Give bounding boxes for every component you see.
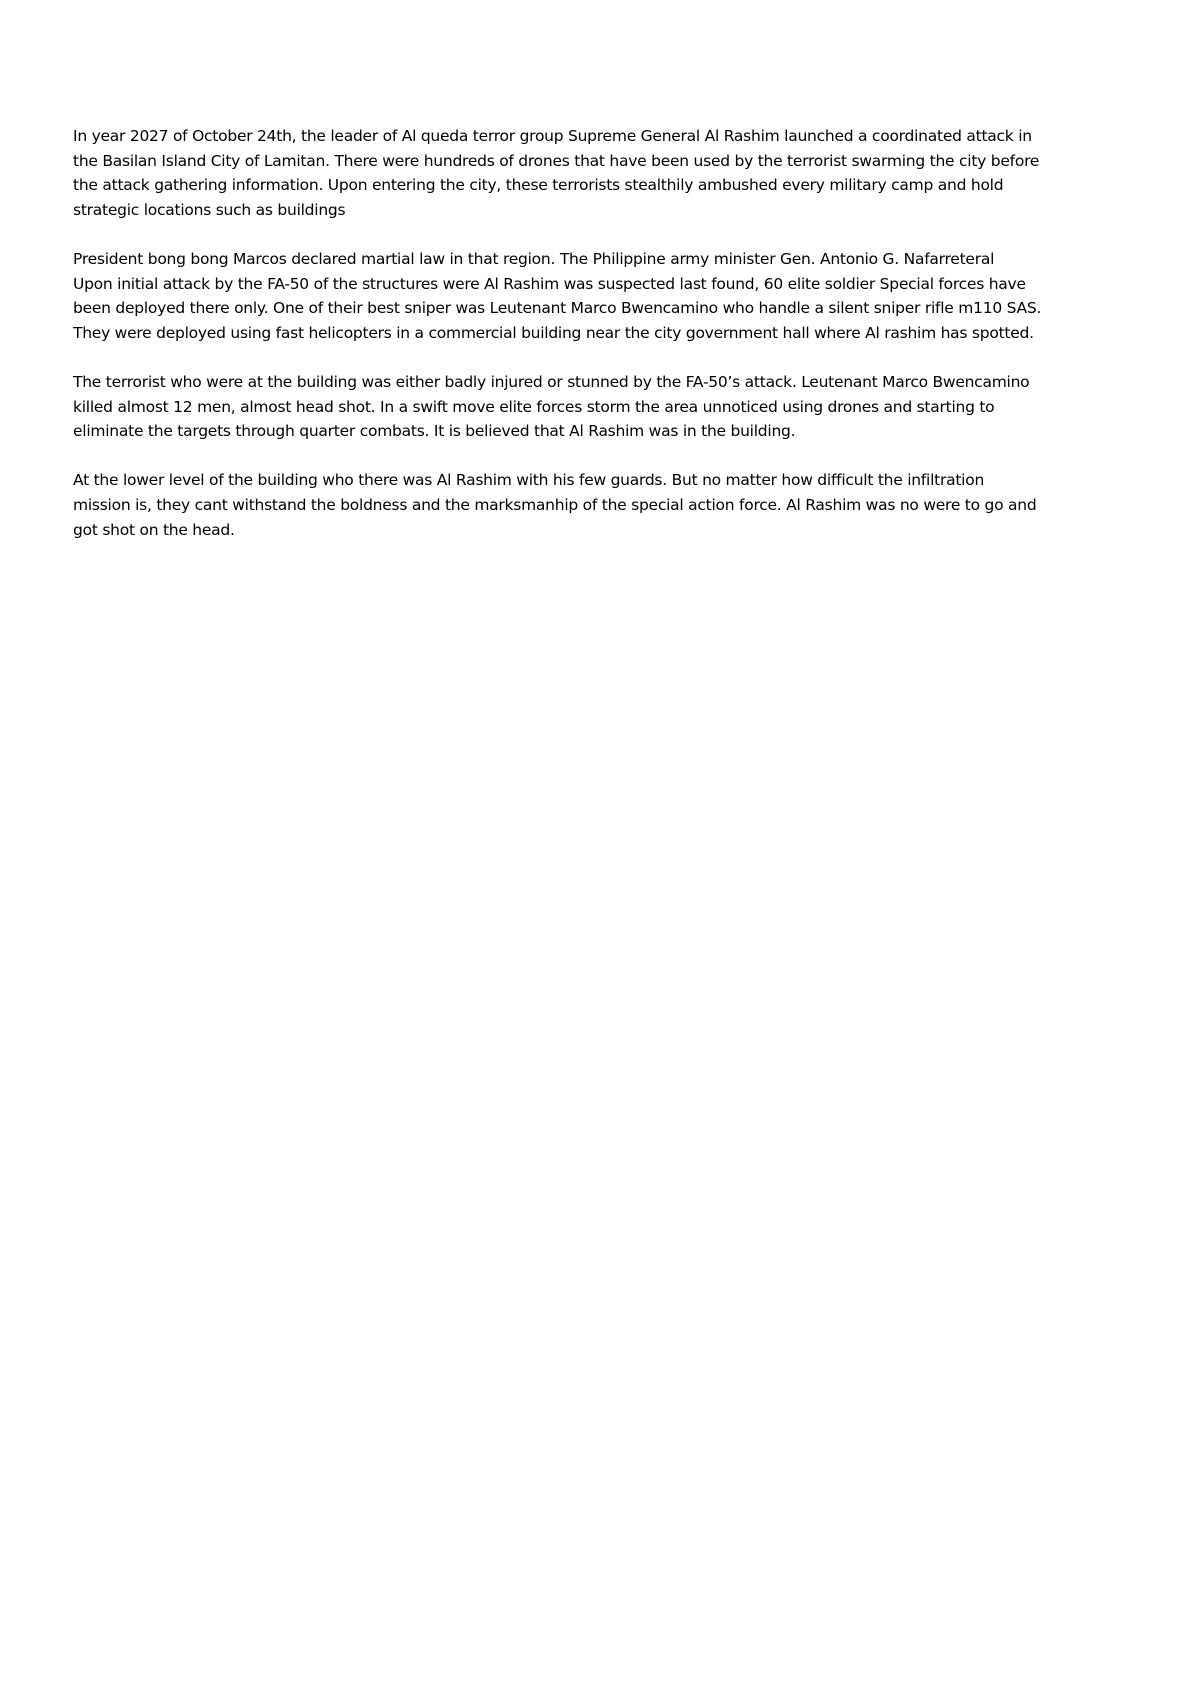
text-line: They were deployed using fast helicopters in a commercial building near the city government hall where Al rashim has spotted. [73,323,1034,342]
text-line: At the lower level of the building who there was Al Rashim with his few guards. But no matter how difficult the infiltration [73,471,985,490]
text-line: the attack gathering information. Upon entering the city, these terrorists stealthily ambushed every military camp and hold [73,176,1004,195]
document-body [73,124,1133,567]
text-line: mission is, they cant withstand the boldness and the marksmanhip of the special action force. Al Rashim was no were to go and [73,495,1037,514]
text-line: The terrorist who were at the building was either badly injured or stunned by the FA-50’s attack. Leutenant Marco Bwencamino [73,372,1030,391]
text-line: eliminate the targets through quarter combats. It is believed that Al Rashim was in the building. [73,422,796,441]
text-line: killed almost 12 men, almost head shot. In a swift move elite forces storm the area unnoticed using drones and starting to [73,397,995,416]
text-line: got shot on the head. [73,520,235,539]
paragraph-2 [73,247,1133,345]
paragraph-3 [73,370,1133,444]
text-line: strategic locations such as buildings [73,200,346,219]
text-line: been deployed there only. One of their best sniper was Leutenant Marco Bwencamino who handle a silent sniper rifle m110 SAS. [73,299,1042,318]
text-line: President bong bong Marcos declared martial law in that region. The Philippine army minister Gen. Antonio G. Nafarreteral [73,249,995,268]
text-line: the Basilan Island City of Lamitan. There were hundreds of drones that have been used by the terrorist swarming the city before [73,151,1040,170]
text-line: In year 2027 of October 24th, the leader of Al queda terror group Supreme General Al Rashim launched a coordinated attack in [73,127,1032,145]
paragraph-4 [73,468,1133,542]
text-line: Upon initial attack by the FA-50 of the structures were Al Rashim was suspected last found, 60 elite soldier Special forces have [73,274,1026,293]
paragraph-1 [73,124,1133,222]
